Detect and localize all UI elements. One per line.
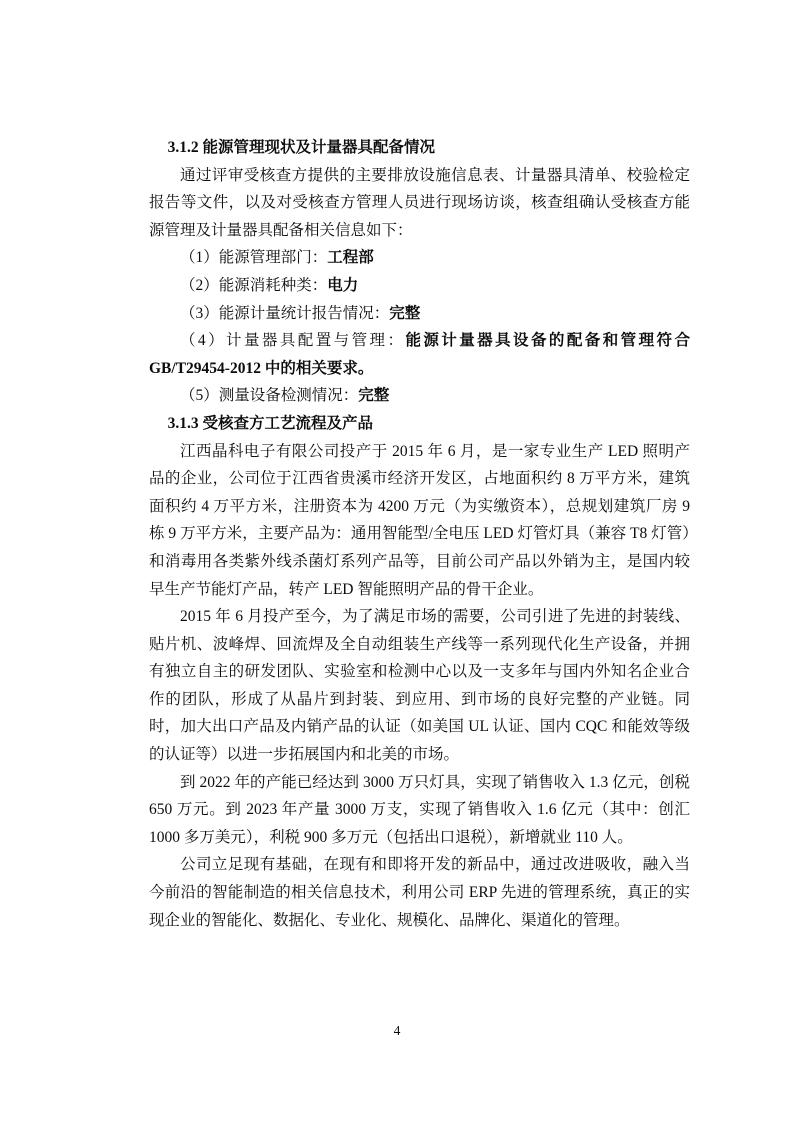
- list-item-value: 能源计量器具设备的配备和管理符合 GB/T29454-2012 中的相关要求。: [149, 332, 690, 377]
- list-item-label: （4）计量器具配置与管理：: [180, 332, 406, 350]
- list-item-measuring-equipment: [149, 382, 690, 410]
- list-item-label: （1）能源管理部门：: [180, 249, 328, 267]
- section-heading-3-1-3: 3.1.3 受核查方工艺流程及产品: [167, 414, 373, 432]
- paragraph-capacity-revenue: 到 2022 年的产能已经达到 3000 万只灯具，实现了销售收入 1.3 亿元，创税 650 万元。到 2023 年产量 3000 万支，实现了销售收入 1.6 亿元（其中：创汇 1000 多万美元），利税 900 多万元（包括出口退税），新增就业 110 人。: [149, 773, 690, 846]
- list-item-statistics-report: [149, 300, 690, 328]
- list-item-value: 完整: [358, 387, 390, 405]
- list-item-label: （3）能源计量统计报告情况：: [180, 304, 390, 322]
- list-item-label: （5）测量设备检测情况：: [180, 387, 359, 405]
- list-item-energy-type: [149, 272, 690, 300]
- list-item-energy-department: [149, 244, 690, 272]
- paragraph-future-development: 公司立足现有基础，在现有和即将开发的新品中，通过改进吸收，融入当今前沿的智能制造的相关信息技术，利用公司 ERP 先进的管理系统，真正的实现企业的智能化、数据化、专业化、规模化、品牌化、渠道化的管理。: [149, 856, 690, 929]
- list-item-value: 电力: [327, 276, 359, 294]
- list-item-meter-configuration: [149, 327, 690, 382]
- list-item-value: 完整: [389, 304, 421, 322]
- section-heading-3-1-2: 3.1.2 能源管理现状及计量器具配备情况: [167, 139, 435, 156]
- list-item-label: （2）能源消耗种类：: [180, 276, 328, 294]
- document-content: [149, 134, 690, 934]
- page-number: 4: [393, 1023, 401, 1038]
- list-item-value: 工程部: [327, 249, 374, 267]
- paragraph-intro: 通过评审受核查方提供的主要排放设施信息表、计量器具清单、校验检定报告等文件，以及对受核查方管理人员进行现场访谈，核查组确认受核查方能源管理及计量器具配备相关信息如下：: [149, 166, 690, 239]
- paragraph-company-profile: 江西晶科电子有限公司投产于 2015 年 6 月，是一家专业生产 LED 照明产品的企业，公司位于江西省贵溪市经济开发区，占地面积约 8 万平方米，建筑面积约 4 万平方米，注册资本为 4200 万元（为实缴资本），总规划建筑厂房 9 栋 9 万平方米，主要产品为：通用智能型/全电压 LED 灯管灯具（兼容 T8 灯管）和消毒用各类紫外线杀菌灯系列产品等，目前公司产品以外销为主，是国内较早生产节能灯产品，转产 LED 智能照明产品的骨干企业。: [149, 442, 690, 598]
- paragraph-production-capability: 2015 年 6 月投产至今，为了满足市场的需要，公司引进了先进的封装线、贴片机、波峰焊、回流焊及全自动组装生产线等一系列现代化生产设备，并拥有独立自主的研发团队、实验室和检测中心以及一支多年与国内外知名企业合作的团队，形成了从晶片到封装、到应用、到市场的良好完整的产业链。同时，加大出口产品及内销产品的认证（如美国 UL 认证、国内 CQC 和能效等级的认证等）以进一步拓展国内和北美的市场。: [149, 608, 690, 764]
